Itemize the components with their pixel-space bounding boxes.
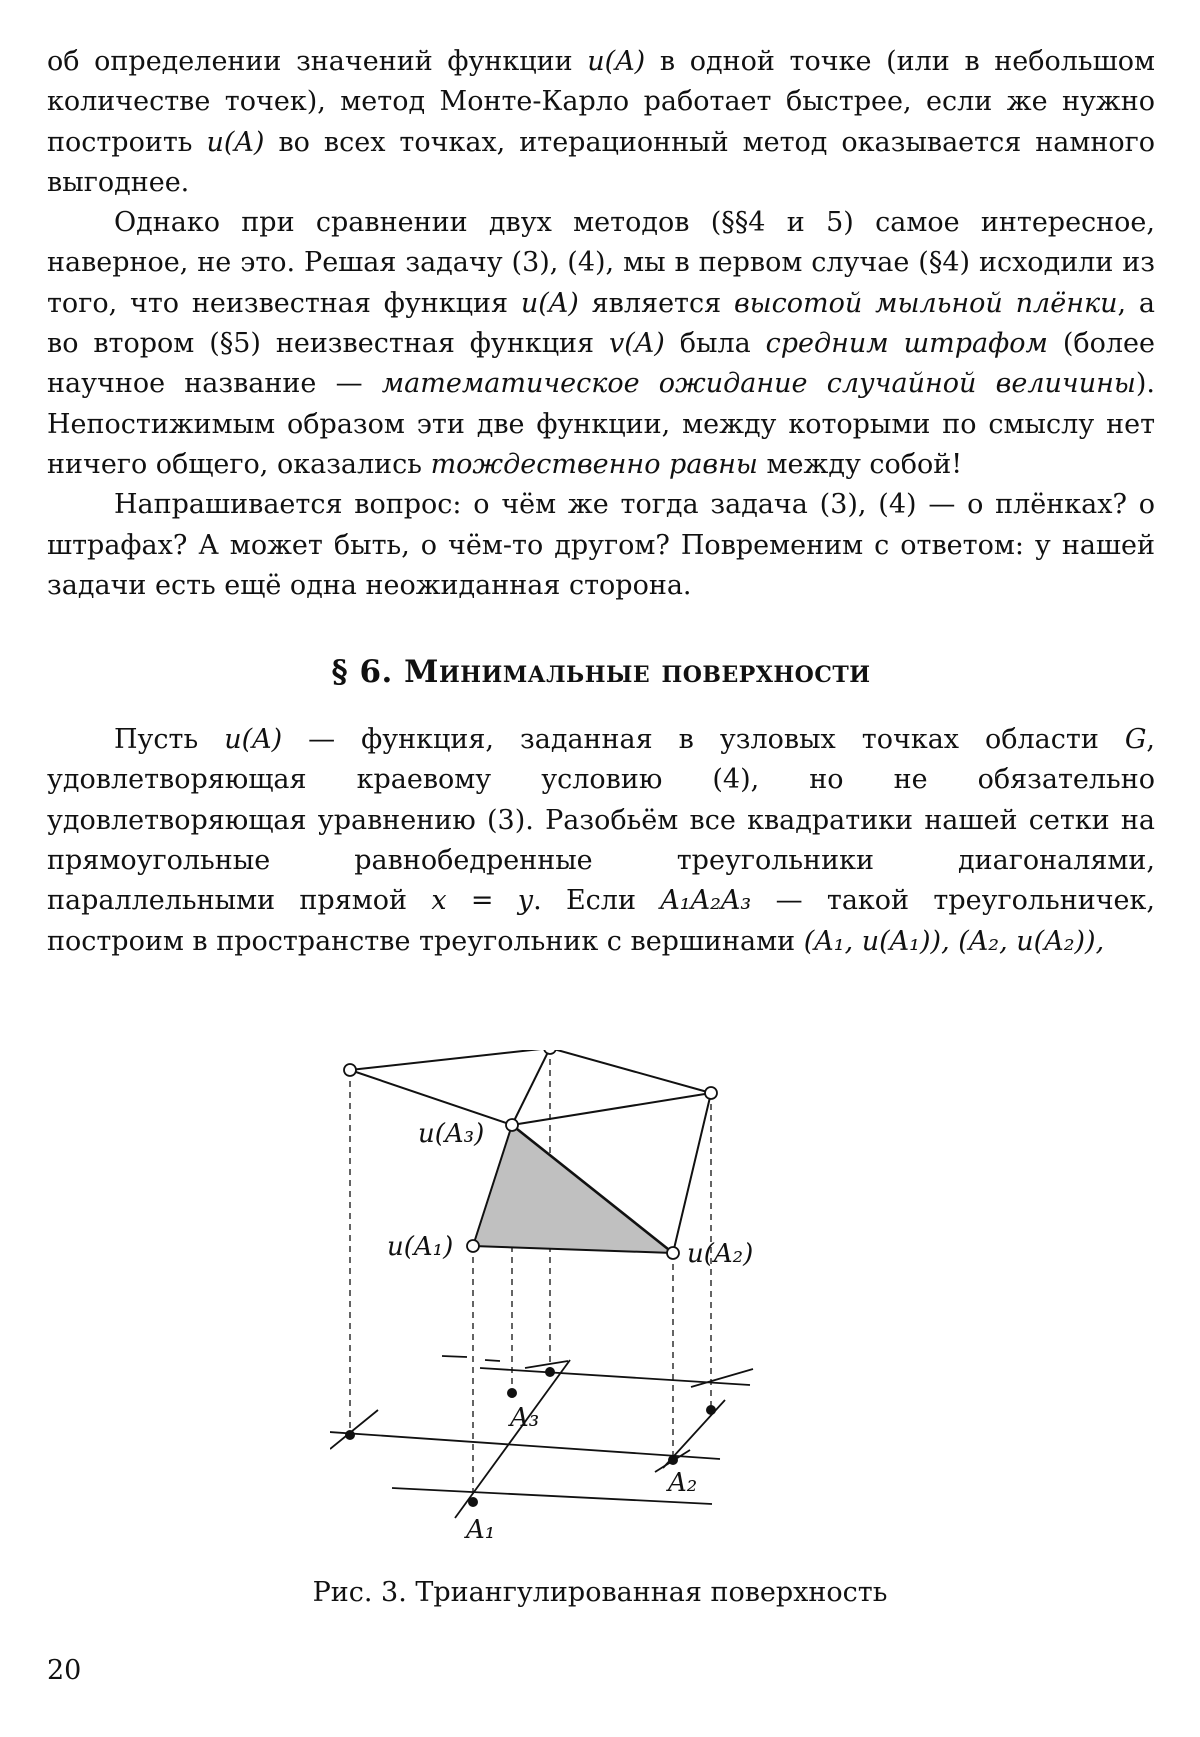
label-u-a1: u(A₁) xyxy=(387,1232,453,1262)
grid-line xyxy=(525,1361,568,1368)
label-a2: A₂ xyxy=(666,1468,697,1498)
paragraph-2: Однако при сравнении двух методов (§§4 и 5) самое интересное, наверное, не это. Решая задачу (3), (4), мы в первом случае (§4) исходили из того, что неизвестная функция u(A) является высотой мыльной плёнки, а во втором (§5) неизвестная функция v(A) была средним штрафом (более научное название — математическое ожидание случайной величины). Непостижимым образом эти две функции, между которыми по смыслу нет ничего общего, оказались тождественно равны между собой! xyxy=(47,203,1155,485)
surface-vertex xyxy=(544,1050,556,1054)
surface-vertex xyxy=(705,1087,717,1099)
node-a2 xyxy=(668,1455,678,1465)
label-a3: A₃ xyxy=(508,1403,539,1433)
surface-edge xyxy=(350,1050,550,1070)
grid-node xyxy=(706,1405,716,1415)
vertex-u-a2 xyxy=(667,1247,679,1259)
section-number: § 6. xyxy=(331,654,392,690)
label-u-a3: u(A₃) xyxy=(418,1119,484,1149)
figure-caption: Рис. 3. Триангулированная поверхность xyxy=(0,1577,1200,1608)
surface-edge xyxy=(512,1093,711,1125)
grid-line xyxy=(442,1356,467,1357)
paragraph-4: Пусть u(A) — функция, заданная в узловых точках области G, удовлетворяющая краевому условию (4), но не обязательно удовлетворяющая уравнению (3). Разобьём все квадратики нашей сетки на прямоугольные равнобедренные треугольники диагоналями, параллельными прямой x = y. Если A₁A₂A₃ — такой треугольничек, построим в пространстве треугольник с вершинами (A₁, u(A₁)), (A₂, u(A₂)), xyxy=(47,720,1155,962)
grid-line xyxy=(485,1360,500,1361)
section-title: Минимальные поверхности xyxy=(404,654,870,690)
vertical-projection-lines xyxy=(350,1050,711,1502)
surface-edge xyxy=(673,1093,711,1253)
grid-node xyxy=(545,1367,555,1377)
label-a1: A₁ xyxy=(464,1515,495,1545)
vertex-u-a1 xyxy=(467,1240,479,1252)
vertex-u-a3 xyxy=(506,1119,518,1131)
grid-line xyxy=(330,1431,720,1459)
surface-edge xyxy=(350,1070,512,1125)
triangulated-surface-figure xyxy=(330,1050,850,1550)
paragraph-3: Напрашивается вопрос: о чём же тогда задача (3), (4) — о плёнках? о штрафах? А может быть, о чём-то другом? Повременим с ответом: у нашей задачи есть ещё одна неожиданная сторона. xyxy=(47,485,1155,606)
node-a1 xyxy=(468,1497,478,1507)
label-u-a2: u(A₂) xyxy=(687,1239,753,1269)
surface-edge xyxy=(512,1050,550,1125)
grid-line xyxy=(330,1410,378,1449)
section-heading xyxy=(47,654,1155,690)
paragraph-1: об определении значений функции u(A) в одной точке (или в небольшом количестве точек), метод Монте-Карло работает быстрее, если же нужно построить u(A) во всех точках, итерационный метод оказывается намного выгоднее. xyxy=(47,42,1155,203)
page-number: 20 xyxy=(47,1655,81,1686)
page-body xyxy=(47,42,1155,962)
surface-vertex xyxy=(344,1064,356,1076)
surface-edge xyxy=(550,1050,711,1093)
grid-line xyxy=(392,1488,712,1504)
shaded-triangle xyxy=(473,1125,673,1253)
grid-node xyxy=(345,1430,355,1440)
node-a3 xyxy=(507,1388,517,1398)
